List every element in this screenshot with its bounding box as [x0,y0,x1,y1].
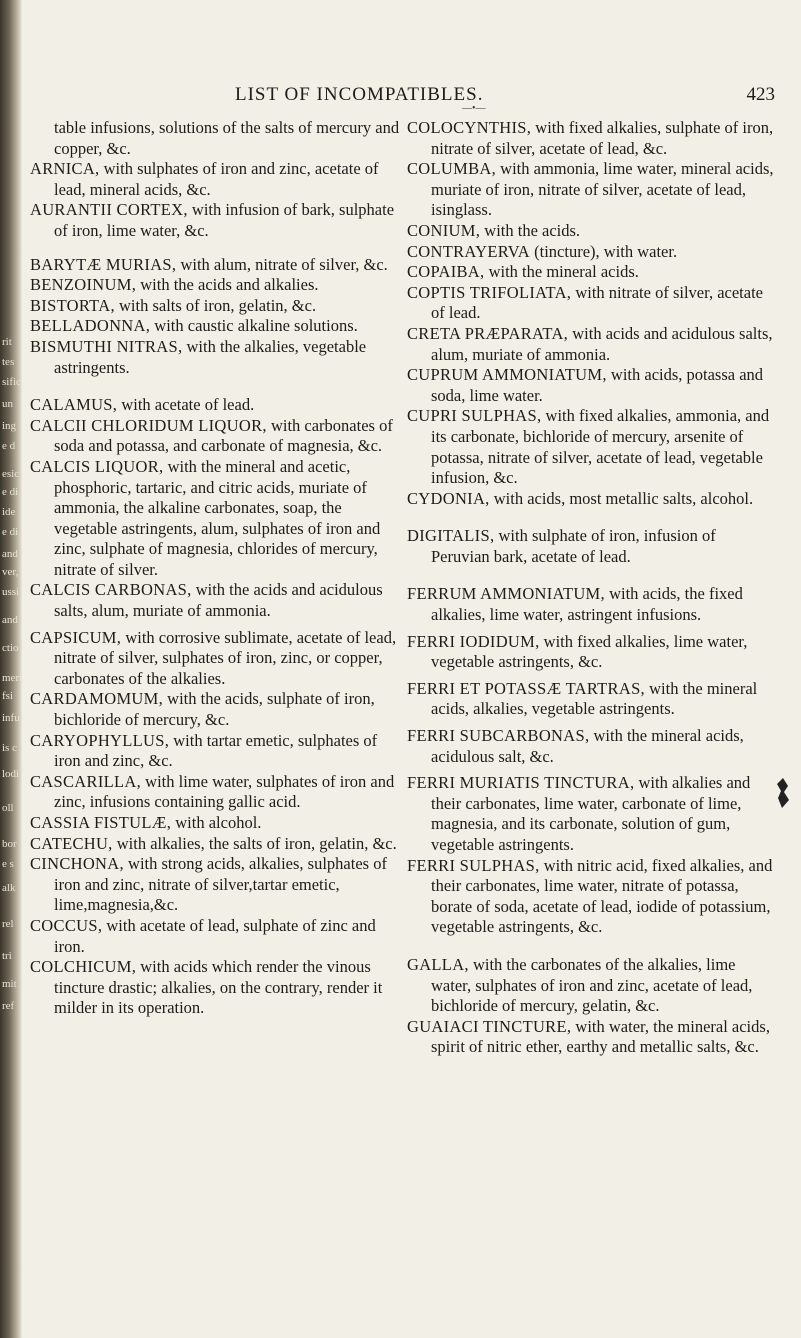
gutter-fragment: e d [2,440,16,452]
entry-benzoinum: BENZOINUM, with the acids and alkalies. [30,275,319,295]
entry-ferri-subcarbonas: FERRI SUBCARBONAS, with the mineral acids, acidulous salt, &c. [407,726,744,766]
entry-galla: GALLA, with the carbonates of the alkalies, lime water, sulphates of iron and zinc, acetate of lead, bichloride of mercury, gelatin, &c. [407,954,753,1016]
entry-coccus: COCCUS, with acetate of lead, sulphate of zinc and iron. [30,915,376,956]
header-ornament: —•— [462,103,486,114]
entry-contrayerva: CONTRAYERVA (tincture), with water. [407,241,678,261]
entry-catechu: CATECHU, with alkalies, the salts of iron, gelatin, &c. [30,833,397,853]
entry-ferri-et-potassae-tartras: FERRI ET POTASSÆ TARTRAS, with the mineral acids, alkalies, vegetable astringents. [407,678,758,719]
gutter-fragment: un [2,398,13,410]
entry-caryophyllus: CARYOPHYLLUS, with tartar emetic, sulphates of iron and zinc, &c. [30,730,378,771]
gutter-fragment: ing [2,420,17,432]
entry-calcis-carbonas: CALCIS CARBONAS, with the acids and acidulous salts, alum, muriate of ammonia. [30,580,383,621]
entry-calamus: CALAMUS, with acetate of lead. [30,395,255,415]
entry-cydonia: CYDONIA, with acids, most metallic salts, alcohol. [407,488,754,508]
gutter-fragment: ver, [2,566,19,578]
entry-capsicum: CAPSICUM, with corrosive sublimate, acetate of lead, nitrate of silver, sulphates of iron, zinc, or copper, carbonates of the alkalies. [30,627,397,688]
entry-digitalis: DIGITALIS, with sulphate of iron, infusion of Peruvian bark, acetate of lead. [407,526,716,566]
entry-cinchona: CINCHONA, with strong acids, alkalies, sulphates of iron and zinc, nitrate of silver,tartar emetic, lime,magnesia,&c. [30,854,387,915]
gutter-fragment: bor [2,838,17,850]
gutter-fragment: e s [2,858,14,870]
entry-calcii-chloridum-liquor: CALCII CHLORIDUM LIQUOR, with carbonates of soda and potassa, and carbonate of magnesia, &c. [30,415,393,456]
gutter-fragment: meri [2,672,23,684]
gutter-fragment: tes [2,356,15,368]
entry-ferrum-ammoniatum: FERRUM AMMONIATUM, with acids, the fixed alkalies, lime water, astringent infusions. [407,584,743,625]
binding-gutter [0,0,22,1338]
gutter-fragment: fsi [2,690,13,702]
entry-cassia-fistulae: CASSIA FISTULÆ, with alcohol. [30,813,262,832]
gutter-fragment: ref [2,1000,15,1012]
gutter-fragment: e di [2,486,19,498]
running-title: LIST OF INCOMPATIBLES. [235,84,484,105]
entry-aurantii-cortex: AURANTII CORTEX, with infusion of bark, sulphate of iron, lime water, &c. [30,200,395,240]
entry-cascarilla: CASCARILLA, with lime water, sulphates of iron and zinc, infusions containing gallic acid. [30,771,395,812]
entry-colchicum: COLCHICUM, with acids which render the vinous tincture drastic; alkalies, on the contrary, render it milder in its operation. [30,957,383,1018]
entry-colocynthis: COLOCYNTHIS, with fixed alkalies, sulphate of iron, nitrate of silver, acetate of lead, &c. [407,118,774,158]
gutter-fragment: rit [2,336,12,348]
entry-barytae-murias: BARYTÆ MURIAS, with alum, nitrate of silver, &c. [30,254,388,274]
entry-conium: CONIUM, with the acids. [407,220,581,240]
entry-cardamomum: CARDAMOMUM, with the acids, sulphate of iron, bichloride of mercury, &c. [30,689,375,730]
gutter-fragment: lodi [2,768,20,780]
right-column [407,118,777,1058]
gutter-fragment: and [2,614,18,626]
gutter-fragment: e di [2,526,19,538]
gutter-fragment: and [2,548,18,560]
entry-calcis-liquor: CALCIS LIQUOR, with the mineral and acetic, phosphoric, tartaric, and citric acids, muriate of ammonia, the alkaline carbonates, soap, the vegetable astringents, alum, sulphates of iron and zinc, sulphate of magnesia, chlorides of mercury, nitrate of silver. [30,456,381,579]
entry-copaiba: COPAIBA, with the mineral acids. [407,262,639,282]
page-header [235,84,775,110]
gutter-fragment: mit [2,978,17,990]
gutter-fragment: sific [2,376,21,388]
entry-cuprum-ammoniatum: CUPRUM AMMONIATUM, with acids, potassa and soda, lime water. [407,365,764,405]
gutter-fragment: ussi [2,586,20,598]
left-column [30,118,400,1019]
entry-creta-praeparata: CRETA PRÆPARATA, with acids and acidulous salts, alum, muriate of ammonia. [407,323,773,364]
gutter-fragment: infu [2,712,20,724]
entry-ferri-sulphas: FERRI SULPHAS, with nitric acid, fixed alkalies, and their carbonates, lime water, nitrate of potassa, borate of soda, acetate of lead, iodide of potassium, vegetable astringents, &c. [407,855,773,937]
gutter-fragment: ide [2,506,16,518]
gutter-fragment: esic [2,468,20,480]
gutter-fragment: oll [2,802,14,814]
entry-continuation: table infusions, solutions of the salts of mercury and copper, &c. [54,118,400,158]
gutter-fragment: ctio [2,642,19,654]
entry-columba: COLUMBA, with ammonia, lime water, mineral acids, muriate of iron, nitrate of silver, acetate of lead, isinglass. [407,159,774,220]
gutter-fragment: rel [2,918,14,930]
entry-bismuthi-nitras: BISMUTHI NITRAS, with the alkalies, vegetable astringents. [30,336,367,377]
gutter-fragment: is c [2,742,17,754]
entry-cupri-sulphas: CUPRI SULPHAS, with fixed alkalies, ammonia, and its carbonate, bichloride of mercury, arsenite of potassa, nitrate of silver, acetate of lead, vegetable infusion, &c. [407,406,770,488]
gutter-fragment: alk [2,882,16,894]
entry-belladonna: BELLADONNA, with caustic alkaline solutions. [30,316,358,336]
entry-coptis-trifoliata: COPTIS TRIFOLIATA, with nitrate of silver, acetate of lead. [407,282,763,323]
entry-ferri-muriatis-tinctura: FERRI MURIATIS TINCTURA, with alkalies and their carbonates, lime water, carbonate of lime, magnesia, and its carbonate, solution of gum, vegetable astringents. [407,773,751,854]
gutter-fragment: tri [2,950,12,962]
ink-blot [775,778,791,814]
entry-bistorta: BISTORTA, with salts of iron, gelatin, &c. [30,295,317,315]
entry-guaiaci-tincture: GUAIACI TINCTURE, with water, the mineral acids, spirit of nitric ether, earthy and metallic salts, &c. [407,1016,770,1057]
page-number: 423 [746,84,775,105]
entry-arnica: ARNICA, with sulphates of iron and zinc, acetate of lead, mineral acids, &c. [30,159,379,199]
entry-ferri-iodidum: FERRI IODIDUM, with fixed alkalies, lime water, vegetable astringents, &c. [407,631,748,672]
